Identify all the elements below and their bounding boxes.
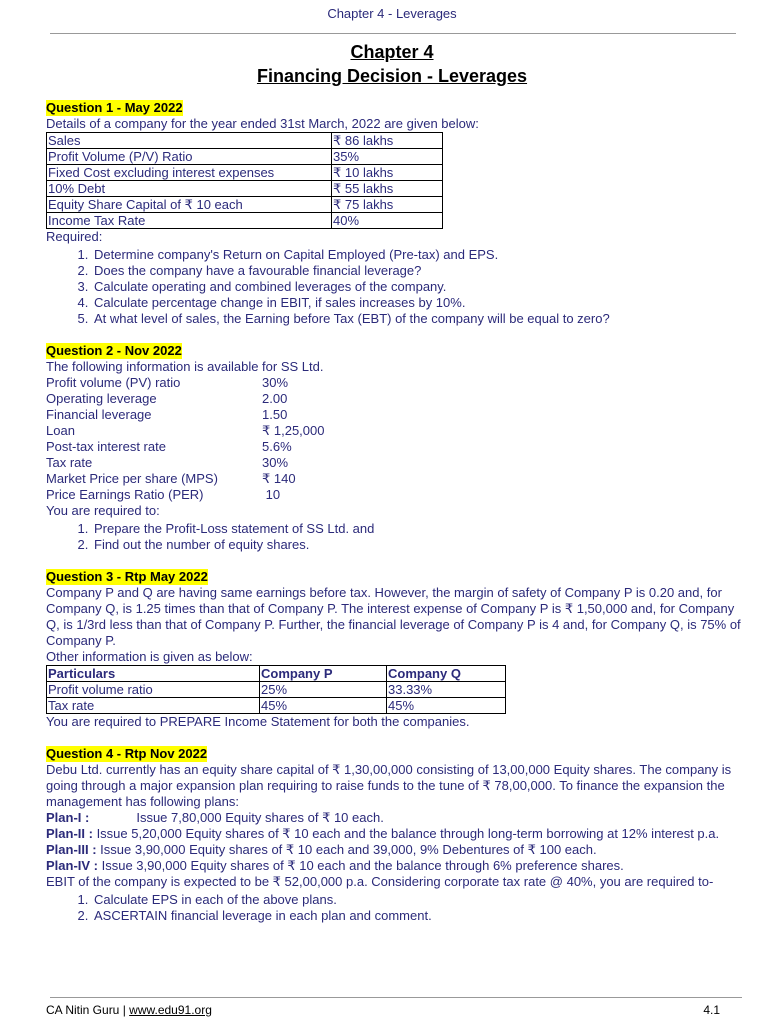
- question-4-paragraph: Debu Ltd. currently has an equity share capital of ₹ 1,30,00,000 consisting of 13,00,000 Equity shares. The company is going through a major expansion plan requiring to raise funds to the tune of ₹ 78,00,000. To finance the expansion the management has following plans:: [46, 762, 732, 809]
- plan-label: Plan-II :: [46, 826, 93, 841]
- data-row: [46, 487, 741, 503]
- data-label: Post-tax interest rate: [46, 439, 166, 454]
- table-cell: ₹ 10 lakhs: [332, 165, 443, 181]
- chapter-title-block: [0, 40, 768, 88]
- plan-label: Plan-I :: [46, 810, 90, 825]
- table-cell: 45%: [260, 698, 387, 714]
- data-label: Price Earnings Ratio (PER): [46, 487, 204, 502]
- data-value: 30%: [262, 375, 289, 390]
- question-3-paragraph: Company P and Q are having same earnings before tax. However, the margin of safety of Company P is 0.20 and, for Company Q, is 1.25 times than that of Company P. The interest expense of Company P is ₹ 1,50,000 and, for Company Q, is 1/3rd less than that of Company P. Further, the financial leverage of Company P is 4 and, for Company Q, is 75% of Company P.: [46, 585, 741, 648]
- question-3-other-info: Other information is given as below:: [46, 649, 253, 664]
- table-cell: 45%: [387, 698, 506, 714]
- website-link[interactable]: www.edu91.org: [129, 1003, 212, 1017]
- table-row: [47, 213, 443, 229]
- list-item: 1. Determine company's Return on Capital Employed (Pre-tax) and EPS.: [92, 247, 741, 263]
- question-2-list: [46, 521, 741, 553]
- table-row: [47, 197, 443, 213]
- list-item: 1. Calculate EPS in each of the above plans.: [92, 892, 741, 908]
- question-3-heading: Question 3 - Rtp May 2022: [46, 569, 208, 584]
- question-4-ebit-line: EBIT of the company is expected to be ₹ 52,00,000 p.a. Considering corporate tax rate @ 40%, you are required to-: [46, 874, 714, 889]
- question-3: [46, 569, 741, 730]
- data-label: Operating leverage: [46, 391, 157, 406]
- table-row: [47, 181, 443, 197]
- data-row: [46, 455, 741, 471]
- question-1-intro: Details of a company for the year ended 31st March, 2022 are given below:: [46, 116, 479, 131]
- question-1-required-label: Required:: [46, 229, 103, 244]
- chapter-number: Chapter 4: [350, 42, 434, 62]
- chapter-title: Financing Decision - Leverages: [256, 66, 528, 86]
- table-cell: Equity Share Capital of ₹ 10 each: [47, 197, 332, 213]
- data-label: Tax rate: [46, 455, 93, 470]
- data-value: 2.00: [262, 391, 288, 406]
- data-label: Market Price per share (MPS): [46, 471, 218, 486]
- question-2-heading: Question 2 - Nov 2022: [46, 343, 182, 358]
- plan-4: [46, 858, 741, 874]
- table-header-cell: Company Q: [387, 666, 506, 682]
- table-header-cell: Company P: [260, 666, 387, 682]
- list-item: 1. Prepare the Profit-Loss statement of SS Ltd. and: [92, 521, 741, 537]
- data-label: Profit volume (PV) ratio: [46, 375, 181, 390]
- table-cell: Sales: [47, 133, 332, 149]
- table-cell: 33.33%: [387, 682, 506, 698]
- question-2: [46, 343, 741, 553]
- footer-author: CA Nitin Guru |: [46, 1003, 130, 1017]
- data-value: 30%: [262, 455, 289, 470]
- table-cell: ₹ 75 lakhs: [332, 197, 443, 213]
- data-value: ₹ 1,25,000: [262, 423, 325, 438]
- data-value: 10: [262, 487, 281, 502]
- running-header: Chapter 4 - Leverages: [327, 6, 457, 21]
- table-row: [47, 165, 443, 181]
- table-cell: Income Tax Rate: [47, 213, 332, 229]
- list-item: 2. Find out the number of equity shares.: [92, 537, 741, 553]
- table-cell: Tax rate: [47, 698, 260, 714]
- list-item: 4. Calculate percentage change in EBIT, if sales increases by 10%.: [92, 295, 741, 311]
- data-label: Financial leverage: [46, 407, 152, 422]
- list-item: 2. Does the company have a favourable financial leverage?: [92, 263, 741, 279]
- table-cell: 10% Debt: [47, 181, 332, 197]
- table-cell: 25%: [260, 682, 387, 698]
- question-3-table: [46, 665, 506, 714]
- plan-1: [46, 810, 741, 826]
- question-1-list: [46, 247, 741, 327]
- question-2-intro: The following information is available for SS Ltd.: [46, 359, 324, 374]
- table-row: [47, 698, 506, 714]
- table-cell: 35%: [332, 149, 443, 165]
- table-cell: Profit volume ratio: [47, 682, 260, 698]
- plan-label: Plan-III :: [46, 842, 97, 857]
- table-cell: 40%: [332, 213, 443, 229]
- table-row: [47, 149, 443, 165]
- table-cell: Profit Volume (P/V) Ratio: [47, 149, 332, 165]
- table-cell: Fixed Cost excluding interest expenses: [47, 165, 332, 181]
- data-row: [46, 423, 741, 439]
- question-4: [46, 746, 741, 924]
- table-cell: ₹ 86 lakhs: [332, 133, 443, 149]
- question-1-table: [46, 132, 443, 229]
- question-4-list: [46, 892, 741, 924]
- data-row: [46, 375, 741, 391]
- data-row: [46, 391, 741, 407]
- footer-divider: [50, 997, 742, 998]
- data-row: [46, 439, 741, 455]
- data-row: [46, 471, 741, 487]
- table-cell: ₹ 55 lakhs: [332, 181, 443, 197]
- table-row: [47, 133, 443, 149]
- page-footer: [46, 1003, 720, 1017]
- list-item: 2. ASCERTAIN financial leverage in each plan and comment.: [92, 908, 741, 924]
- data-value: 1.50: [262, 407, 288, 422]
- data-value: 5.6%: [262, 439, 292, 454]
- plan-label: Plan-IV :: [46, 858, 99, 873]
- plan-text: Issue 3,90,000 Equity shares of ₹ 10 each and 39,000, 9% Debentures of ₹ 100 each.: [96, 842, 597, 857]
- question-3-closing: You are required to PREPARE Income Statement for both the companies.: [46, 714, 470, 729]
- question-4-heading: Question 4 - Rtp Nov 2022: [46, 746, 208, 761]
- table-header-cell: Particulars: [47, 666, 260, 682]
- plan-text: Issue 7,80,000 Equity shares of ₹ 10 each.: [136, 810, 384, 825]
- table-row: [47, 682, 506, 698]
- plan-text: Issue 3,90,000 Equity shares of ₹ 10 each and the balance through 6% preference shares.: [98, 858, 624, 873]
- question-2-required-label: You are required to:: [46, 503, 160, 518]
- plan-2: [46, 826, 741, 842]
- table-header-row: [47, 666, 506, 682]
- document-body: [46, 100, 741, 940]
- header-divider: [50, 33, 736, 34]
- page-number: 4.1: [703, 1003, 720, 1017]
- plan-3: [46, 842, 741, 858]
- data-row: [46, 407, 741, 423]
- list-item: 5. At what level of sales, the Earning before Tax (EBT) of the company will be equal to zero?: [92, 311, 741, 327]
- list-item: 3. Calculate operating and combined leverages of the company.: [92, 279, 741, 295]
- question-1-heading: Question 1 - May 2022: [46, 100, 183, 115]
- data-value: ₹ 140: [262, 471, 296, 486]
- data-label: Loan: [46, 423, 75, 438]
- question-1: [46, 100, 741, 327]
- plan-text: Issue 5,20,000 Equity shares of ₹ 10 each and the balance through long-term borrowing at 12% interest p.a.: [92, 826, 720, 841]
